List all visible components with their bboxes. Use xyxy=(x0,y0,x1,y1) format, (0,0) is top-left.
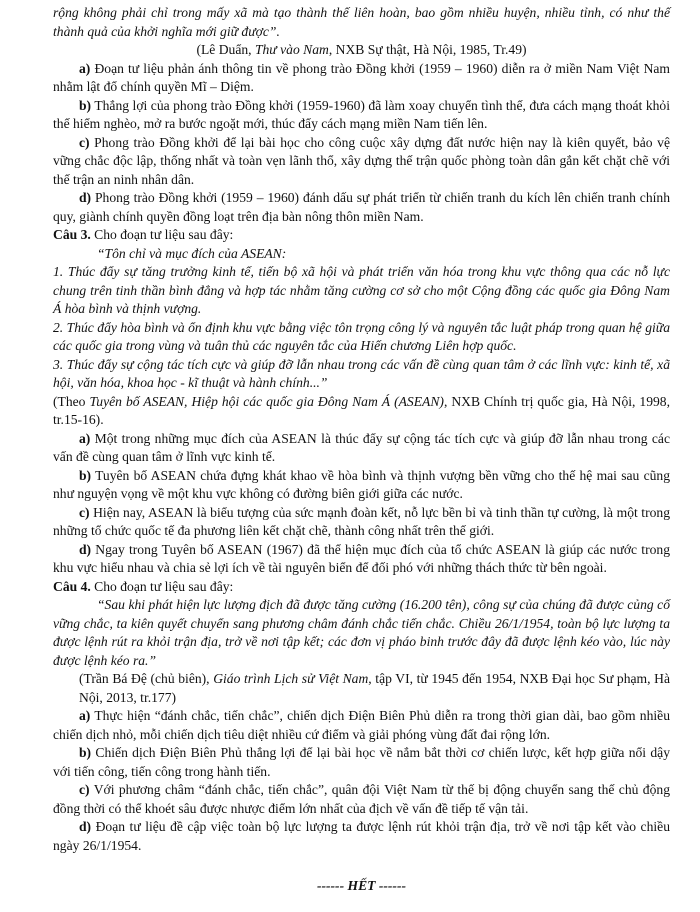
question-label: Câu 4. xyxy=(53,578,91,594)
citation-text: , NXB Sự thật, Hà Nội, 1985, Tr.49) xyxy=(328,42,527,57)
answer-option xyxy=(53,744,670,781)
quote-line: 2. Thúc đẩy hòa bình và ổn định khu vực bằng việc tôn trọng công lý và nguyên tắc luật pháp trong quan hệ giữa các quốc gia trong vùng và tuân thủ các nguyên tắc của Hiến chương Liên hợp quốc. xyxy=(53,319,670,353)
answer-option xyxy=(53,97,670,134)
option-text: Phong trào Đồng khởi (1959 – 1960) đánh dấu sự phát triển từ chiến tranh du kích lên chiến tranh chính quy, giành chính quyền đồng loạt trên địa bàn nông thôn miền Nam. xyxy=(53,190,670,224)
option-text: Thắng lợi của phong trào Đồng khởi (1959-1960) đã làm xoay chuyển tình thế, đưa cách mạng thoát khỏi thế hiểm nghèo, mở ra bước ngoặt mới, thúc đẩy cách mạng miền Nam tiến lên. xyxy=(53,97,670,131)
option-text: Một trong những mục đích của ASEAN là thúc đẩy sự cộng tác tích cực và giúp đỡ lẫn nhau trong các vấn đề cùng quan tâm ở lĩnh vực kinh tế. xyxy=(53,430,670,464)
quote-heading: “Tôn chỉ và mục đích của ASEAN: xyxy=(97,245,287,261)
option-label: d) xyxy=(79,190,92,205)
option-label: d) xyxy=(79,819,92,834)
option-label: a) xyxy=(79,430,91,446)
option-label: c) xyxy=(79,782,90,797)
option-label: b) xyxy=(79,97,92,113)
answer-option xyxy=(53,189,670,226)
question-prompt: Cho đoạn tư liệu sau đây: xyxy=(90,227,234,242)
citation-text: (Theo xyxy=(53,393,90,409)
question-label: Câu 3. xyxy=(53,227,91,242)
option-label: a) xyxy=(79,708,91,723)
citation-text: (Lê Duẩn, xyxy=(196,42,255,57)
option-text: Tuyên bố ASEAN chứa đựng khát khao về hòa bình và thịnh vượng bền vững cho thế hệ mai sau cũng như nguyện vọng về một khu vực không có đường biên giới giữa các nước. xyxy=(53,467,670,501)
option-text: Đoạn tư liệu đề cập việc toàn bộ lực lượng ta được lệnh rút khỏi trận địa, trở về nơi tập kết vào chiều ngày 26/1/1954. xyxy=(53,819,670,853)
option-label: b) xyxy=(79,745,92,760)
answer-option xyxy=(53,781,670,818)
option-text: Với phương châm “đánh chắc, tiến chắc”, quân đội Việt Nam từ thế bị động chuyển sang thế chủ động đồng thời có thể khoét sâu được nhược điểm lớn nhất của địch về vấn đề tiếp tế vận tải. xyxy=(53,782,670,816)
citation-title: Thư vào Nam xyxy=(254,42,329,57)
answer-option xyxy=(53,60,670,97)
quote-line: 3. Thúc đẩy sự cộng tác tích cực và giúp đỡ lẫn nhau trong các vấn đề cùng quan tâm ở các lĩnh vực: kinh tế, xã hội, văn hóa, khoa học - kĩ thuật và hành chính...” xyxy=(53,356,670,390)
answer-option xyxy=(53,504,670,541)
citation-title: Tuyên bố ASEAN, Hiệp hội các quốc gia Đông Nam Á (ASEAN) xyxy=(89,393,444,409)
quote-line: 1. Thúc đẩy sự tăng trưởng kinh tế, tiến bộ xã hội và phát triển văn hóa trong khu vực thông qua các nỗ lực chung trên tinh thần bình đẳng và hợp tác nhằm tăng cường cơ sở cho một Cộng đồng các quốc gia Đông Nam Á hòa bình và thịnh vượng. xyxy=(53,264,670,316)
quote-text: “Sau khi phát hiện lực lượng địch đã được tăng cường (16.200 tên), công sự của chúng đã được củng cố vững chắc, ta kiên quyết chuyển sang phương châm đánh chắc tiến chắc. Chiều 26/1/1954, toàn bộ lực lượng ta được lệnh rút ra khỏi trận địa, trở về nơi tập kết; các đơn vị pháo binh trước đây đã được lệnh kéo vào, lúc này được lệnh kéo ra.” xyxy=(53,597,670,668)
source-citation xyxy=(53,393,670,430)
option-label: c) xyxy=(79,504,90,520)
option-label: a) xyxy=(79,60,91,76)
answer-option xyxy=(53,818,670,855)
citation-text: , tập VI, từ 1945 đến 1954, NXB Đại học Sư phạm, Hà Nội, 2013, tr.177) xyxy=(79,671,670,705)
answer-option xyxy=(53,430,670,467)
quote-continuation: rộng không phải chỉ trong mấy xã mà tạo thành thế liên hoàn, bao gồm nhiều huyện, nhiều tỉnh, có như thế thành quả của khởi nghĩa mới giữ được”. xyxy=(53,5,670,39)
option-label: c) xyxy=(79,134,90,150)
option-text: Đoạn tư liệu phản ánh thông tin về phong trào Đồng khởi (1959 – 1960) diễn ra ở miền Nam Việt Nam nhằm lật đổ chính quyền Mĩ – Diệm. xyxy=(53,60,670,94)
answer-option xyxy=(53,134,670,190)
option-text: Hiện nay, ASEAN là biểu tượng của sức mạnh đoàn kết, nỗ lực bền bỉ và tinh thần tự cường, là một trong những tổ chức quốc tế đa phương liên kết chặt chẽ, thành công nhất trên thế giới. xyxy=(53,504,670,538)
question-heading xyxy=(53,226,670,245)
option-text: Thực hiện “đánh chắc, tiến chắc”, chiến dịch Điện Biên Phủ diễn ra trong thời gian dài, bao gồm nhiều chiến dịch nhỏ, mỗi chiến dịch tiêu diệt nhiều cứ điểm và giải phóng vùng đất đai rộng lớn. xyxy=(53,708,670,742)
option-label: d) xyxy=(79,541,92,557)
citation-text: , NXB Chính trị quốc gia, Hà Nội, 1998, tr.15-16). xyxy=(53,393,671,427)
option-text: Phong trào Đồng khởi để lại bài học cho công cuộc xây dựng đất nước hiện nay là kiên quyết, bảo vệ vững chắc độc lập, thống nhất và toàn vẹn lãnh thổ, xây dựng thế trận quốc phòng toàn dân gắn kết chặt chẽ với thế trận an ninh nhân dân. xyxy=(53,134,670,187)
citation-text: (Trần Bá Đệ (chủ biên), xyxy=(79,671,214,686)
end-marker: ------ HẾT ------ xyxy=(316,878,407,893)
citation-title: Giáo trình Lịch sử Việt Nam xyxy=(213,671,369,686)
source-citation xyxy=(53,41,670,60)
option-text: Chiến dịch Điện Biên Phủ thắng lợi để lại bài học về nắm bắt thời cơ chiến lược, kết hợp giữa nổi dậy với tiến công, tiến công trong hành tiến. xyxy=(53,745,670,779)
document-page xyxy=(53,4,670,896)
answer-option xyxy=(53,467,670,504)
question-heading xyxy=(53,578,670,597)
question-prompt: Cho đoạn tư liệu sau đây: xyxy=(90,578,234,594)
option-label: b) xyxy=(79,467,92,483)
option-text: Ngay trong Tuyên bố ASEAN (1967) đã thể hiện mục đích của tổ chức ASEAN là giúp các nước trong khu vực hiểu nhau và chia sẻ lợi ích về tài nguyên biển để đối phó với những thách thức từ bên ngoài. xyxy=(53,541,670,575)
answer-option xyxy=(53,541,670,578)
answer-option xyxy=(53,707,670,744)
source-citation xyxy=(53,670,670,707)
